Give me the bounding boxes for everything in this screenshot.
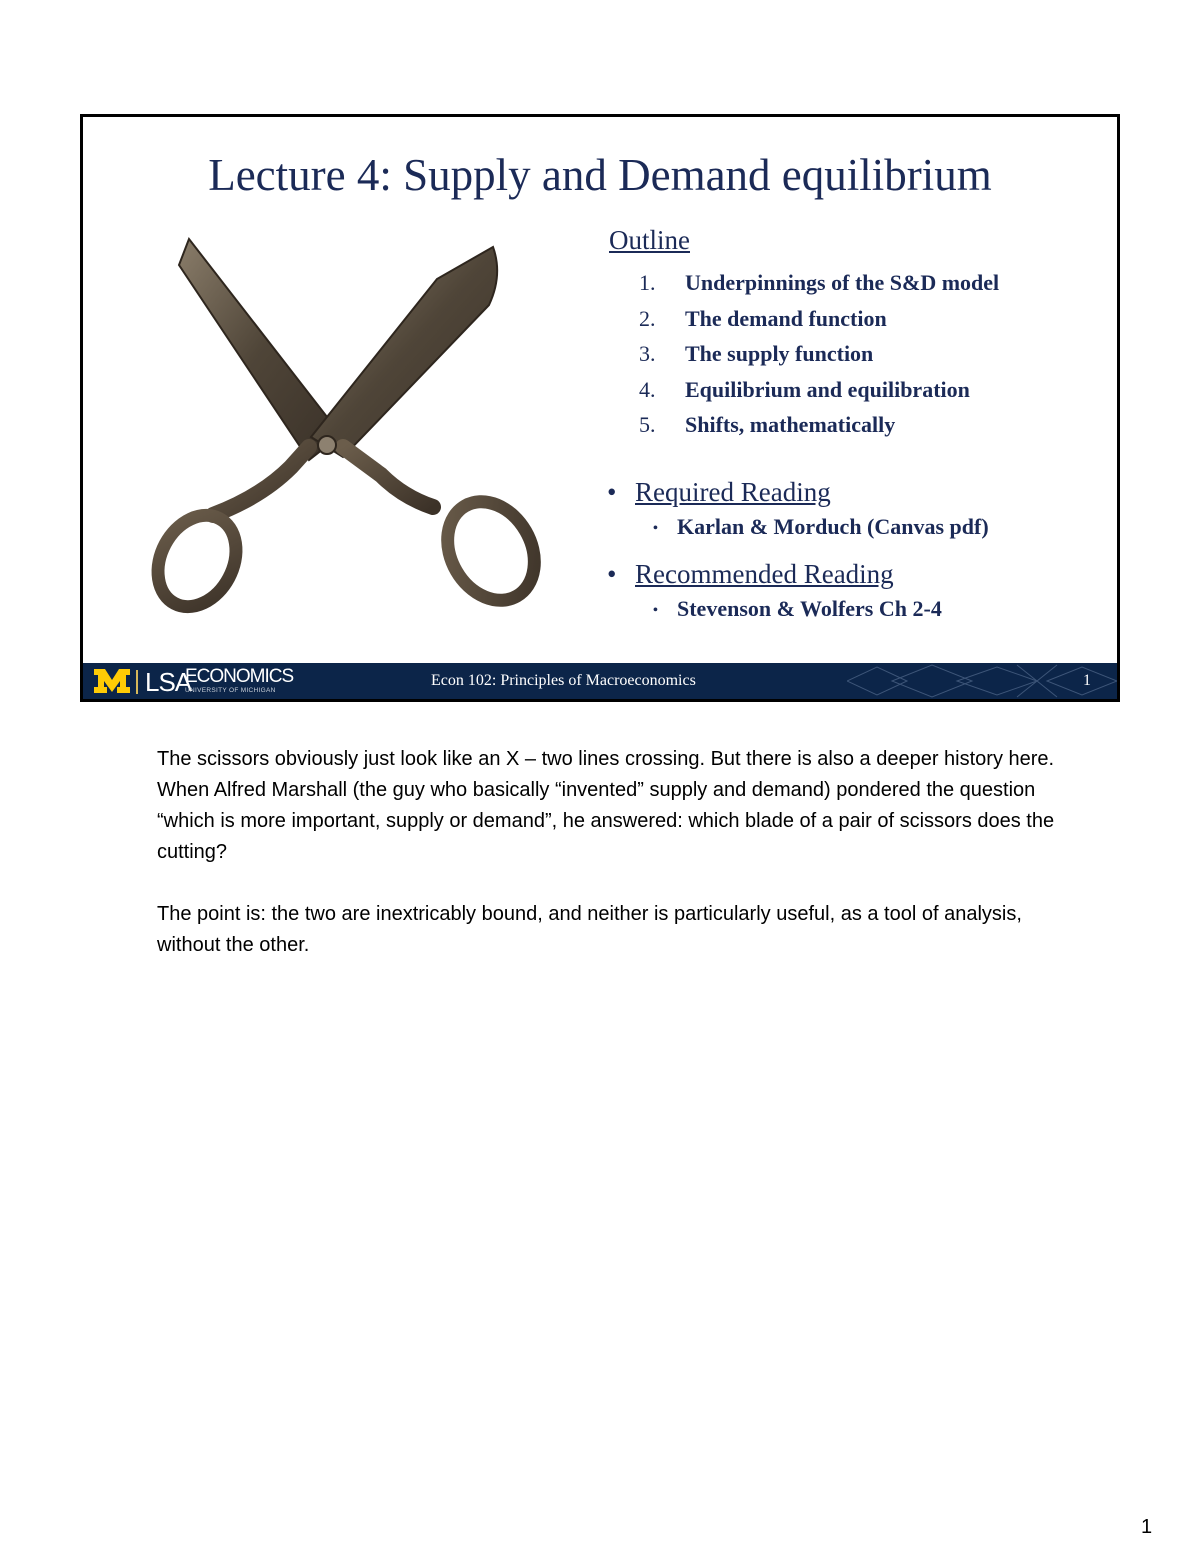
outline-item: [639, 301, 999, 337]
logo-lsa: LSA: [145, 667, 192, 697]
required-reading-heading: Required Reading: [635, 477, 831, 507]
required-reading-item: Karlan & Morduch (Canvas pdf): [677, 514, 989, 539]
footer-pattern: [847, 663, 1117, 699]
speaker-notes: [157, 744, 1057, 992]
outline-list: [639, 265, 999, 443]
outline-item-number: 4.: [639, 376, 656, 402]
outline-item: [639, 265, 999, 301]
logo-divider: [136, 670, 138, 694]
recommended-reading-heading: Recommended Reading: [635, 559, 894, 589]
outline-item-text: Underpinnings of the S&D model: [685, 270, 1000, 295]
outline-item-text: The demand function: [685, 305, 887, 331]
bullet-icon: •: [653, 602, 658, 618]
bullet-icon: •: [653, 520, 658, 536]
outline-item-number: 1.: [639, 270, 656, 295]
outline-item-number: 2.: [639, 305, 656, 331]
bullet-icon: •: [607, 477, 617, 507]
outline-item-text: Equilibrium and equilibration: [685, 376, 970, 402]
lecture-slide: [80, 114, 1120, 702]
recommended-reading-block: [607, 559, 942, 622]
outline-heading: Outline: [609, 225, 690, 255]
recommended-reading-item: Stevenson & Wolfers Ch 2-4: [677, 596, 942, 621]
notes-paragraph: The point is: the two are inextricably bound, and neither is particularly useful, as a tool of analysis, without the other.: [157, 903, 1022, 956]
slide-number: 1: [1083, 672, 1091, 689]
notes-paragraph: The scissors obviously just look like an X – two lines crossing. But there is also a deeper history here. When Alfred Marshall (the guy who basically “invented” supply and demand) pondered the question “which is more important, supply or demand”, he answered: which blade of a pair of scissors does the cutting?: [157, 748, 1055, 863]
bullet-icon: •: [607, 559, 617, 589]
block-m-logo-icon: [93, 668, 131, 694]
slide-title: Lecture 4: Supply and Demand equilibrium: [208, 150, 992, 200]
course-title: Econ 102: Principles of Macroeconomics: [431, 672, 696, 689]
outline-item: [639, 407, 999, 443]
scissors-image: [141, 235, 561, 615]
logo-university: UNIVERSITY OF MICHIGAN: [185, 687, 276, 694]
outline-item: [639, 336, 999, 372]
logo-economics: ECONOMICS: [185, 666, 294, 687]
outline-item: [639, 372, 999, 408]
outline-item-text: Shifts, mathematically: [685, 412, 896, 437]
outline-item-number: 5.: [639, 412, 656, 437]
outline-item-number: 3.: [639, 341, 656, 366]
page-number: 1: [1141, 1516, 1153, 1538]
required-reading-block: [607, 477, 989, 540]
slide-footer: [83, 663, 1117, 699]
outline-item-text: The supply function: [685, 341, 874, 366]
